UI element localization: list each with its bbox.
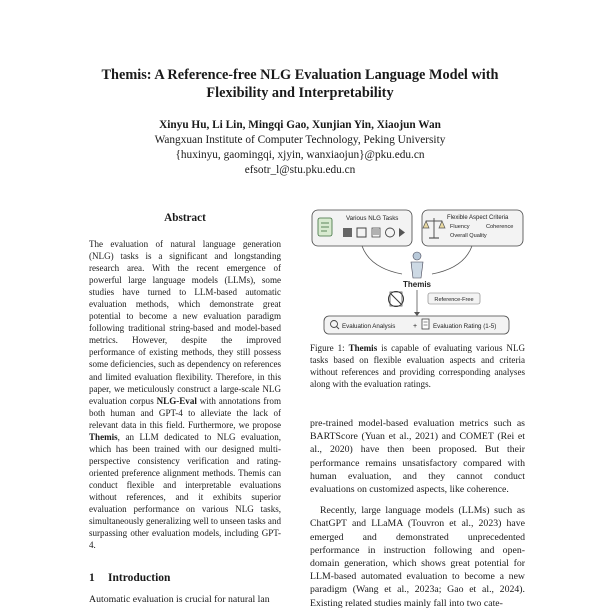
- section-title: Introduction: [108, 572, 171, 584]
- abstract-text-part2: with annotations from both human and GPT-4 to alleviate the lack of relevant data in this field. Furthermore, we propose: [89, 395, 281, 430]
- section-number: 1: [89, 572, 95, 584]
- arrow-criteria-to-model: [432, 246, 472, 274]
- section-heading-introduction: [89, 572, 170, 584]
- right-paragraph-2: Recently, large language models (LLMs) such as ChatGPT and LLaMA (Touvron et al., 2023) have emerged and demonstrated unprecedented performance in instruction following and open-domain generation, which shows great potential for LLM-based automated evaluation to become a new paradigm (Wang et al., 2023a; Gao et al., 2024). Existing related studies mainly fall into two cate-: [310, 505, 525, 609]
- plus-sign: +: [413, 323, 418, 330]
- tasks-label: Various NLG Tasks: [346, 215, 399, 222]
- abstract-text: [89, 238, 281, 551]
- title-line-2: Flexibility and Interpretability: [206, 85, 394, 101]
- criteria-item-fluency: Fluency: [450, 224, 470, 230]
- no-reference-icon: [389, 292, 404, 307]
- figure-caption: [310, 342, 525, 390]
- email-line-2: efsotr_l@stu.pku.edu.cn: [244, 164, 356, 176]
- model-name: Themis: [402, 280, 432, 289]
- intro-first-line: Automatic evaluation is crucial for natural lan: [89, 594, 270, 605]
- reference-free-label: Reference-Free: [434, 297, 474, 303]
- author-names: Xinyu Hu, Li Lin, Mingqi Gao, Xunjian Yin, Xiaojun Wan: [159, 119, 441, 131]
- caption-prefix: Figure 1:: [310, 343, 349, 353]
- title-line-1: Themis: A Reference-free NLG Evaluation Language Model with: [101, 67, 499, 83]
- rating-label: Evaluation Rating (1-5): [433, 323, 497, 330]
- themis-name: Themis: [89, 431, 118, 442]
- caption-themis: Themis: [348, 343, 378, 353]
- themis-figure-icon: [411, 252, 423, 278]
- author-block: [60, 118, 540, 178]
- nlg-eval-name: NLG-Eval: [156, 395, 197, 406]
- email-line-1: {huxinyu, gaomingqi, xjyin, wanxiaojun}@pku.edu.cn: [175, 149, 425, 161]
- tasks-icon: [318, 218, 332, 236]
- figure-1-diagram: [310, 204, 525, 338]
- caption-text: is capable of evaluating various NLG tasks based on flexible evaluation aspects and criteria without references and providing corresponding analyses along with the evaluation ratings.: [310, 343, 526, 389]
- abstract-heading: Abstract: [164, 212, 206, 224]
- criteria-item-overall-quality: Overall Quality: [450, 233, 487, 239]
- clipboard-icon: [422, 319, 429, 329]
- criteria-item-coherence: Coherence: [486, 224, 514, 230]
- right-column-body: [310, 417, 525, 610]
- arrow-tasks-to-model: [362, 246, 402, 274]
- abstract-section: [89, 212, 281, 551]
- analysis-label: Evaluation Analysis: [342, 323, 396, 330]
- affiliation: Wangxuan Institute of Computer Technology, Peking University: [154, 134, 446, 146]
- arrow-head-down: [414, 312, 420, 316]
- right-paragraph-1: pre-trained model-based evaluation metrics such as BARTScore (Yuan et al., 2021) and COMET (Rei et al., 2020) have then been proposed. But their performance remains unsatisfactory compared with human evaluation, and they cannot conduct evaluations on customized aspects, like coherence.: [310, 418, 525, 496]
- abstract-text-part1: The evaluation of natural language generation (NLG) tasks is a significant and longstanding research area. With the recent emergence of powerful large language models (LLMs), some studies have turned to LLM-based automatic evaluation methods, which demonstrate great potential to become a new evaluation paradigm following traditional string-based and model-based metrics. However, despite the improved performance of existing methods, they still possess some deficiencies, such as dependency on references and limited evaluation flexibility. Therefore, in this paper, we meticulously construct a large-scale NLG evaluation corpus: [89, 239, 281, 406]
- criteria-label: Flexible Aspect Criteria: [447, 215, 509, 221]
- abstract-text-part3: , an LLM dedicated to NLG evaluation, which has been trained with our designed multi-perspective consistency verification and rating-oriented preference alignment methods. Themis can conduct flexible and interpretable evaluations without references, and it exhibits superior evaluation performance on various NLG tasks, simultaneously generalizing well to unseen tasks and surpassing other evaluation models, including GPT-4.: [89, 431, 281, 551]
- paper-title: [60, 66, 540, 102]
